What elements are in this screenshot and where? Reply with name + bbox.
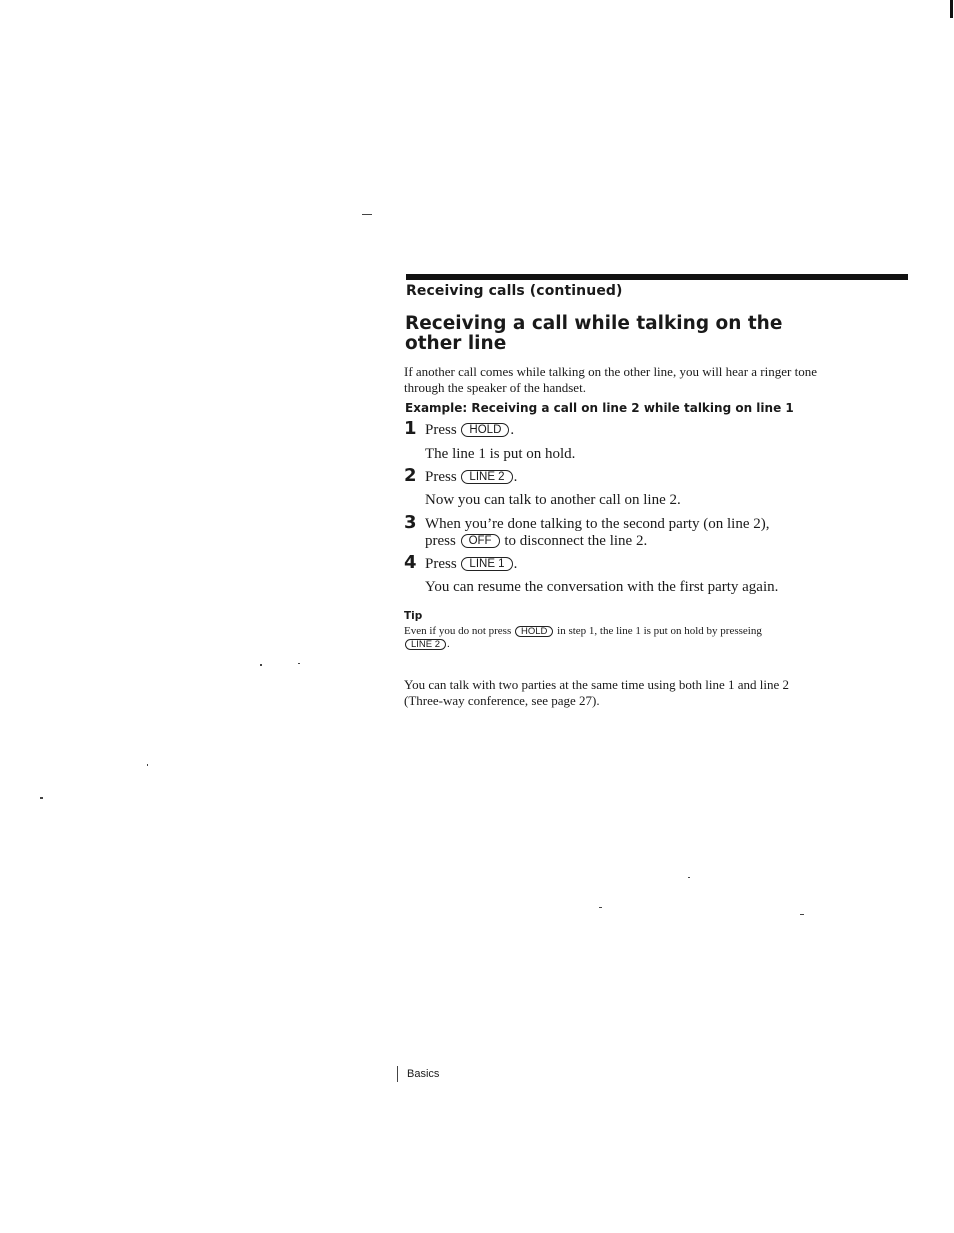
tip-text bbox=[404, 625, 824, 651]
hold-button-label: HOLD bbox=[515, 626, 553, 637]
section-rule bbox=[406, 274, 908, 280]
tip-label: Tip bbox=[404, 610, 423, 622]
step-instruction bbox=[425, 556, 517, 573]
hold-button-label: HOLD bbox=[461, 423, 509, 437]
scan-speck bbox=[298, 663, 300, 664]
scan-speck bbox=[688, 877, 690, 878]
step-result: Now you can talk to another call on line 2. bbox=[425, 492, 681, 508]
scan-speck bbox=[147, 764, 148, 766]
step-number: 3 bbox=[404, 512, 417, 533]
tip-text-before: Even if you do not press bbox=[404, 625, 512, 637]
intro-paragraph: If another call comes while talking on the other line, you will hear a ringer tone through the speaker of the handset. bbox=[404, 364, 817, 395]
page-heading: Receiving a call while talking on the other line bbox=[405, 313, 783, 354]
step-verb: Press bbox=[425, 556, 457, 572]
step-punct: . bbox=[510, 422, 515, 438]
step-punct: . bbox=[513, 556, 518, 572]
step-number: 1 bbox=[404, 418, 417, 439]
step-result: The line 1 is put on hold. bbox=[425, 446, 576, 462]
step-punct: . bbox=[513, 469, 518, 485]
step-instruction bbox=[425, 469, 517, 486]
scan-speck bbox=[362, 214, 372, 215]
step-instruction bbox=[425, 422, 514, 439]
line2-button-label: LINE 2 bbox=[405, 639, 446, 650]
scan-speck bbox=[800, 914, 804, 915]
step-verb: press bbox=[425, 533, 456, 549]
tip-text-after: . bbox=[447, 638, 450, 650]
line2-button-label: LINE 2 bbox=[461, 470, 512, 484]
footer-section-name: Basics bbox=[407, 1068, 440, 1080]
step-continuation: to disconnect the line 2. bbox=[504, 533, 648, 549]
off-button-label: OFF bbox=[461, 534, 500, 548]
scan-speck bbox=[599, 907, 602, 908]
step-instruction-line1: When you’re done talking to the second party (on line 2), bbox=[425, 516, 770, 532]
footer-divider bbox=[397, 1066, 398, 1082]
conference-note: You can talk with two parties at the same time using both line 1 and line 2 (Three-way conference, see page 27). bbox=[404, 677, 790, 708]
line1-button-label: LINE 1 bbox=[461, 557, 512, 571]
scan-speck bbox=[40, 797, 43, 799]
step-verb: Press bbox=[425, 422, 457, 438]
scan-speck bbox=[260, 664, 262, 666]
example-caption: Example: Receiving a call on line 2 while talking on line 1 bbox=[405, 401, 794, 415]
step-result: You can resume the conversation with the first party again. bbox=[425, 579, 779, 595]
step-verb: Press bbox=[425, 469, 457, 485]
step-number: 2 bbox=[404, 465, 417, 486]
scan-speck bbox=[950, 0, 953, 18]
section-label: Receiving calls (continued) bbox=[406, 283, 623, 299]
step-number: 4 bbox=[404, 552, 417, 573]
step-instruction bbox=[425, 533, 647, 550]
tip-text-middle: in step 1, the line 1 is put on hold by presseing bbox=[557, 625, 762, 637]
